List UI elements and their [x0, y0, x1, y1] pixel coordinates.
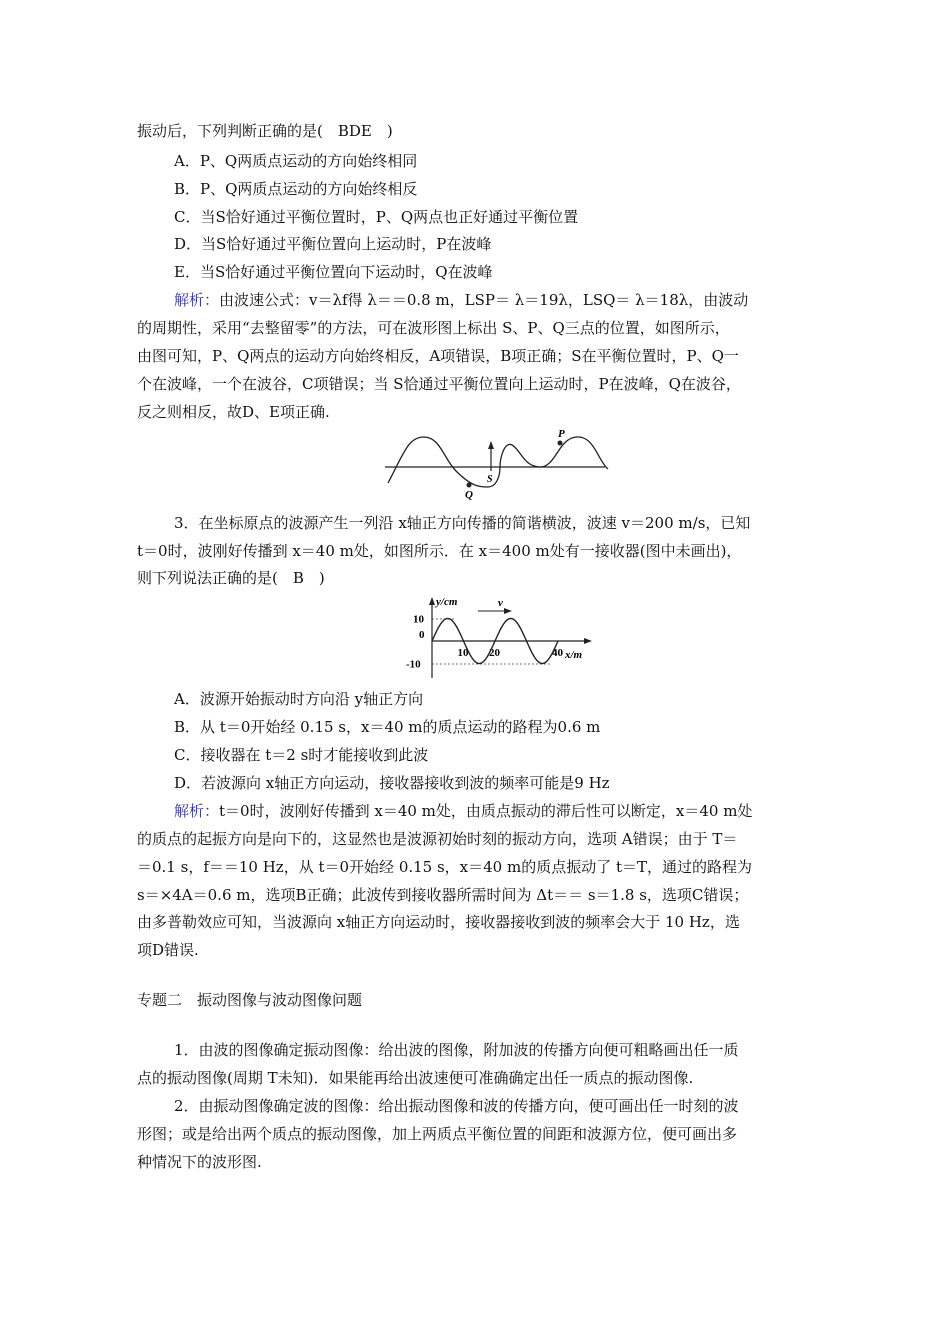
- q2-stem: 振动后，下列判断正确的是( BDE ): [137, 122, 393, 140]
- q2-option-c: C．当S恰好通过平衡位置时，P、Q两点也正好通过平衡位置: [174, 208, 579, 226]
- q3-stem: 3．在坐标原点的波源产生一列沿 x轴正方向传播的简谐横波，波速 v＝200 m/s，已知: [174, 514, 751, 532]
- q3-wave-chart: [400, 592, 600, 682]
- q3-stem: t＝0时，波刚好传播到 x＝40 m处，如图所示．在 x＝400 m处有一接收器(图中未画出)，: [137, 542, 742, 560]
- topic2-paragraph-2: 种情况下的波形图.: [137, 1153, 262, 1171]
- q3-option-b: B．从 t＝0开始经 0.15 s，x＝40 m的质点运动的路程为0.6 m: [174, 718, 601, 736]
- q2-option-d: D．当S恰好通过平衡位置向上运动时，P在波峰: [174, 235, 492, 253]
- topic2-paragraph-1: 点的振动图像(周期 T未知)．如果能再给出波速便可准确确定出任一质点的振动图像.: [137, 1069, 694, 1087]
- q3-option-a: A．波源开始振动时方向沿 y轴正方向: [174, 690, 424, 708]
- x-axis-arrow: [584, 638, 592, 644]
- q2-s-arrow-head: [488, 441, 494, 449]
- q3-analysis-line: 项D错误.: [137, 941, 199, 959]
- q2-analysis-first: [174, 290, 748, 310]
- q3-analysis-line: s＝×4A＝0.6 m，选项B正确；此波传到接收器所需时间为 Δt＝＝ s＝1.8 s，选项C错误；: [137, 886, 749, 904]
- q3-analysis-line: 由多普勒效应可知，当波源向 x轴正方向运动时，接收器接收到波的频率会大于 10 Hz，选: [137, 913, 740, 931]
- topic2-paragraph-2: 形图；或是给出两个质点的振动图像，加上两质点平衡位置的间距和波源方位，便可画出多: [137, 1125, 738, 1143]
- y-tick-label: 0: [419, 629, 425, 641]
- q2-option-e: E．当S恰好通过平衡位置向下运动时，Q在波峰: [174, 263, 493, 281]
- q3-analysis-line: ＝0.1 s，f＝＝10 Hz，从 t＝0开始经 0.15 s，x＝40 m的质点振动了 t＝T，通过的路程为: [137, 858, 753, 876]
- q2-label-s: S: [487, 474, 493, 485]
- y-axis-label: y/cm: [436, 596, 458, 608]
- q2-point-q: [467, 483, 472, 488]
- x-axis-label: x/m: [565, 649, 583, 661]
- q2-analysis-line: 由波速公式：v＝λf得 λ＝＝0.8 m，LSP＝ λ＝19λ，LSQ＝ λ＝18λ，由波动: [219, 291, 749, 309]
- q3-analysis-label: 解析：: [174, 802, 220, 820]
- q2-analysis-line: 由图可知，P、Q两点的运动方向始终相反，A项错误，B项正确；S在平衡位置时，P、Q一: [137, 347, 739, 365]
- q2-analysis-label: 解析：: [174, 291, 220, 309]
- q2-point-p: [558, 441, 563, 446]
- y-tick-label: 10: [413, 613, 424, 626]
- q3-option-d: D．若波源向 x轴正方向运动，接收器接收到波的频率可能是9 Hz: [174, 774, 610, 792]
- q2-wave-curve: [388, 437, 608, 487]
- topic2-paragraph-2: 2．由振动图像确定波的图像：给出振动图像和波的传播方向，便可画出任一时刻的波: [174, 1097, 739, 1115]
- velocity-label: v: [498, 597, 503, 609]
- x-tick-label: 10: [457, 647, 469, 659]
- q2-analysis-line: 的周期性，采用“去整留零”的方法，可在波形图上标出 S、P、Q三点的位置，如图所示，: [137, 319, 730, 337]
- q2-option-a: A．P、Q两质点运动的方向始终相同: [174, 152, 418, 170]
- y-axis-arrow: [429, 597, 435, 605]
- topic2-paragraph-1: 1．由波的图像确定振动图像：给出波的图像，附加波的传播方向便可粗略画出任一质: [174, 1041, 739, 1059]
- q3-analysis-line: t＝0时，波刚好传播到 x＝40 m处，由质点振动的滞后性可以断定，x＝40 m处: [219, 802, 753, 820]
- q2-wave-figure: [380, 425, 610, 505]
- q2-label-q: Q: [465, 489, 473, 501]
- q3-analysis-line: 的质点的起振方向是向下的，这显然也是波源初始时刻的振动方向，选项 A错误；由于 T＝: [137, 830, 738, 848]
- y-tick-label: -10: [406, 658, 421, 671]
- q3-analysis-first: [174, 801, 752, 821]
- q2-option-b: B．P、Q两质点运动的方向始终相反: [174, 180, 418, 198]
- q3-option-c: C．接收器在 t＝2 s时才能接收到此波: [174, 746, 429, 764]
- q2-label-p: P: [558, 428, 565, 440]
- q2-analysis-line: 反之则相反，故D、E项正确.: [137, 403, 330, 421]
- q3-stem: 则下列说法正确的是( B ): [137, 569, 325, 587]
- velocity-arrow-head: [504, 608, 512, 614]
- section-title: 专题二 振动图像与波动图像问题: [137, 991, 363, 1009]
- x-tick-label: 20: [489, 647, 500, 659]
- q2-analysis-line: 个在波峰，一个在波谷，C项错误；当 S恰通过平衡位置向上运动时，P在波峰，Q在波谷，: [137, 375, 741, 393]
- x-tick-label: 40: [552, 647, 563, 659]
